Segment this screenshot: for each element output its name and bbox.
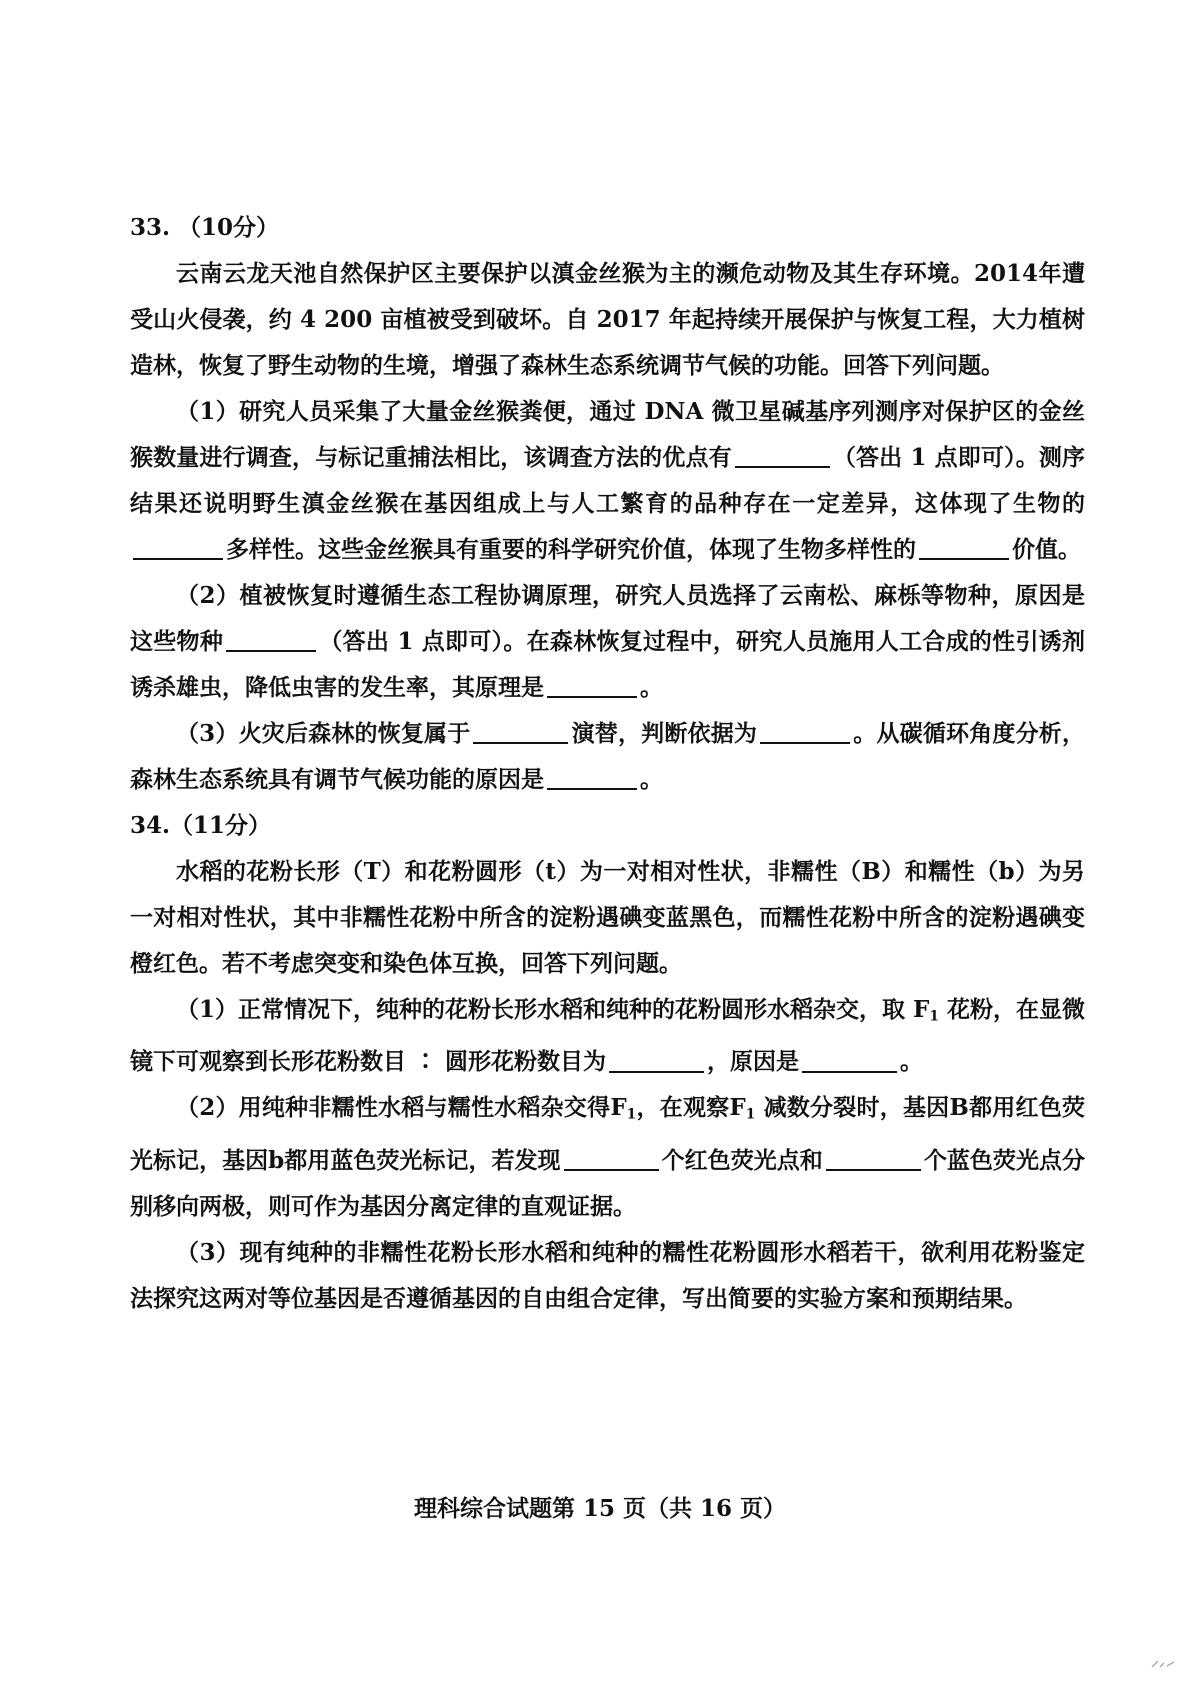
subscript: 1	[745, 1106, 756, 1123]
page-footer: 理科综合试题第 15 页（共 16 页）	[413, 1495, 787, 1522]
q34-part2-text-b: ，在观察F	[636, 1094, 746, 1122]
q33-part1-text-d: 价值。	[1012, 536, 1081, 563]
q33-part3-text-a: （3）火灾后森林的恢复属于	[176, 720, 471, 747]
q33-part1-text-b: （答出 1 点即可）。测序结果还说明野生滇金丝猴在基因组成上与人工繁育的品种存在一定差异，这体现了生物的	[130, 444, 1085, 517]
q33-heading: 33. （10分）	[130, 214, 280, 241]
answer-blank[interactable]	[133, 535, 223, 560]
q34-part2-text-a: （2）用纯种非糯性水稻与糯性水稻杂交得F	[176, 1094, 627, 1122]
page-content	[130, 205, 1085, 1322]
scan-mark-icon	[1148, 1658, 1178, 1670]
q34-part1-text-d: 。	[900, 1048, 924, 1076]
q34-intro: 水稻的花粉长形（T）和花粉圆形（t）为一对相对性状，非糯性（B）和糯性（b）为另一对相对性状，其中非糯性花粉中所含的淀粉遇碘变蓝黑色，而糯性花粉中所含的淀粉遇碘变橙红色。若不考虑突变和染色体互换，回答下列问题。	[130, 858, 1085, 977]
answer-blank[interactable]	[760, 719, 850, 744]
q33-part1	[130, 389, 1085, 573]
q34-part3: （3）现有纯种的非糯性花粉长形水稻和纯种的糯性花粉圆形水稻若干，欲利用花粉鉴定法探究这两对等位基因是否遵循基因的自由组合定律，写出简要的实验方案和预期结果。	[130, 1238, 1085, 1312]
q33-part3-text-d: 。	[640, 766, 663, 793]
q33-part1-text-c: 多样性。这些金丝猴具有重要的科学研究价值，体现了生物多样性的	[226, 536, 916, 563]
q34-part2-text-d: 个红色荧光点和	[661, 1146, 823, 1174]
subscript: 1	[626, 1106, 637, 1123]
q33-part2-text-a: （2）植被恢复时遵循生态工程协调原理，研究人员选择了云南松、麻栎等物种，原因是这些物种	[130, 582, 1085, 655]
q34-part2-text-c: 减数分裂时，基因B都用红色荧光标记，基因b都用蓝色荧光标记，若发现	[130, 1094, 1085, 1174]
subscript: 1	[929, 1008, 939, 1025]
q34-part1	[130, 987, 1085, 1085]
q34-part1-text-b: 花粉，在显微镜下可观察到长形花粉数目 ∶ 圆形花粉数目为	[130, 996, 1085, 1076]
answer-blank[interactable]	[547, 765, 637, 790]
q33-part3	[130, 711, 1085, 803]
q33-part2	[130, 573, 1085, 711]
q33-part2-text-c: 。	[640, 674, 663, 701]
q33-intro: 云南云龙天池自然保护区主要保护以滇金丝猴为主的濒危动物及其生存环境。2014年遭受山火侵袭，约 4 200 亩植被受到破坏。自 2017 年起持续开展保护与恢复工程，大力植树造林，恢复了野生动物的生境，增强了森林生态系统调节气候的功能。回答下列问题。	[130, 260, 1085, 379]
answer-blank[interactable]	[826, 1146, 921, 1171]
q34-part1-text-a: （1）正常情况下，纯种的花粉长形水稻和纯种的花粉圆形水稻杂交，取 F	[176, 996, 930, 1023]
q34-part2-text-e: 个蓝色荧光点分别移向两极，则可作为基因分离定律的直观证据。	[130, 1146, 1085, 1220]
answer-blank[interactable]	[226, 627, 316, 652]
answer-blank[interactable]	[473, 719, 568, 744]
q33-part2-text-b: （答出 1 点即可）。在森林恢复过程中，研究人员施用人工合成的性引诱剂诱杀雄虫，降低虫害的发生率，其原理是	[130, 628, 1085, 701]
q34-part1-text-c: ，原因是	[707, 1048, 800, 1076]
answer-blank[interactable]	[547, 673, 637, 698]
answer-blank[interactable]	[919, 535, 1009, 560]
q34-heading: 34.（11分）	[130, 812, 272, 839]
q33-part3-text-b: 演替，判断依据为	[571, 720, 758, 747]
answer-blank[interactable]	[609, 1048, 704, 1073]
answer-blank[interactable]	[802, 1048, 897, 1073]
answer-blank[interactable]	[564, 1146, 659, 1171]
q34-part2	[130, 1085, 1085, 1229]
q33-part3-text-c: 。从碳循环角度分析，森林生态系统具有调节气候功能的原因是	[130, 720, 1085, 793]
q33-part1-text-a: （1）研究人员采集了大量金丝猴粪便，通过 DNA 微卫星碱基序列测序对保护区的金丝猴数量进行调查，与标记重捕法相比，该调查方法的优点有	[130, 398, 1085, 471]
answer-blank[interactable]	[735, 443, 830, 468]
